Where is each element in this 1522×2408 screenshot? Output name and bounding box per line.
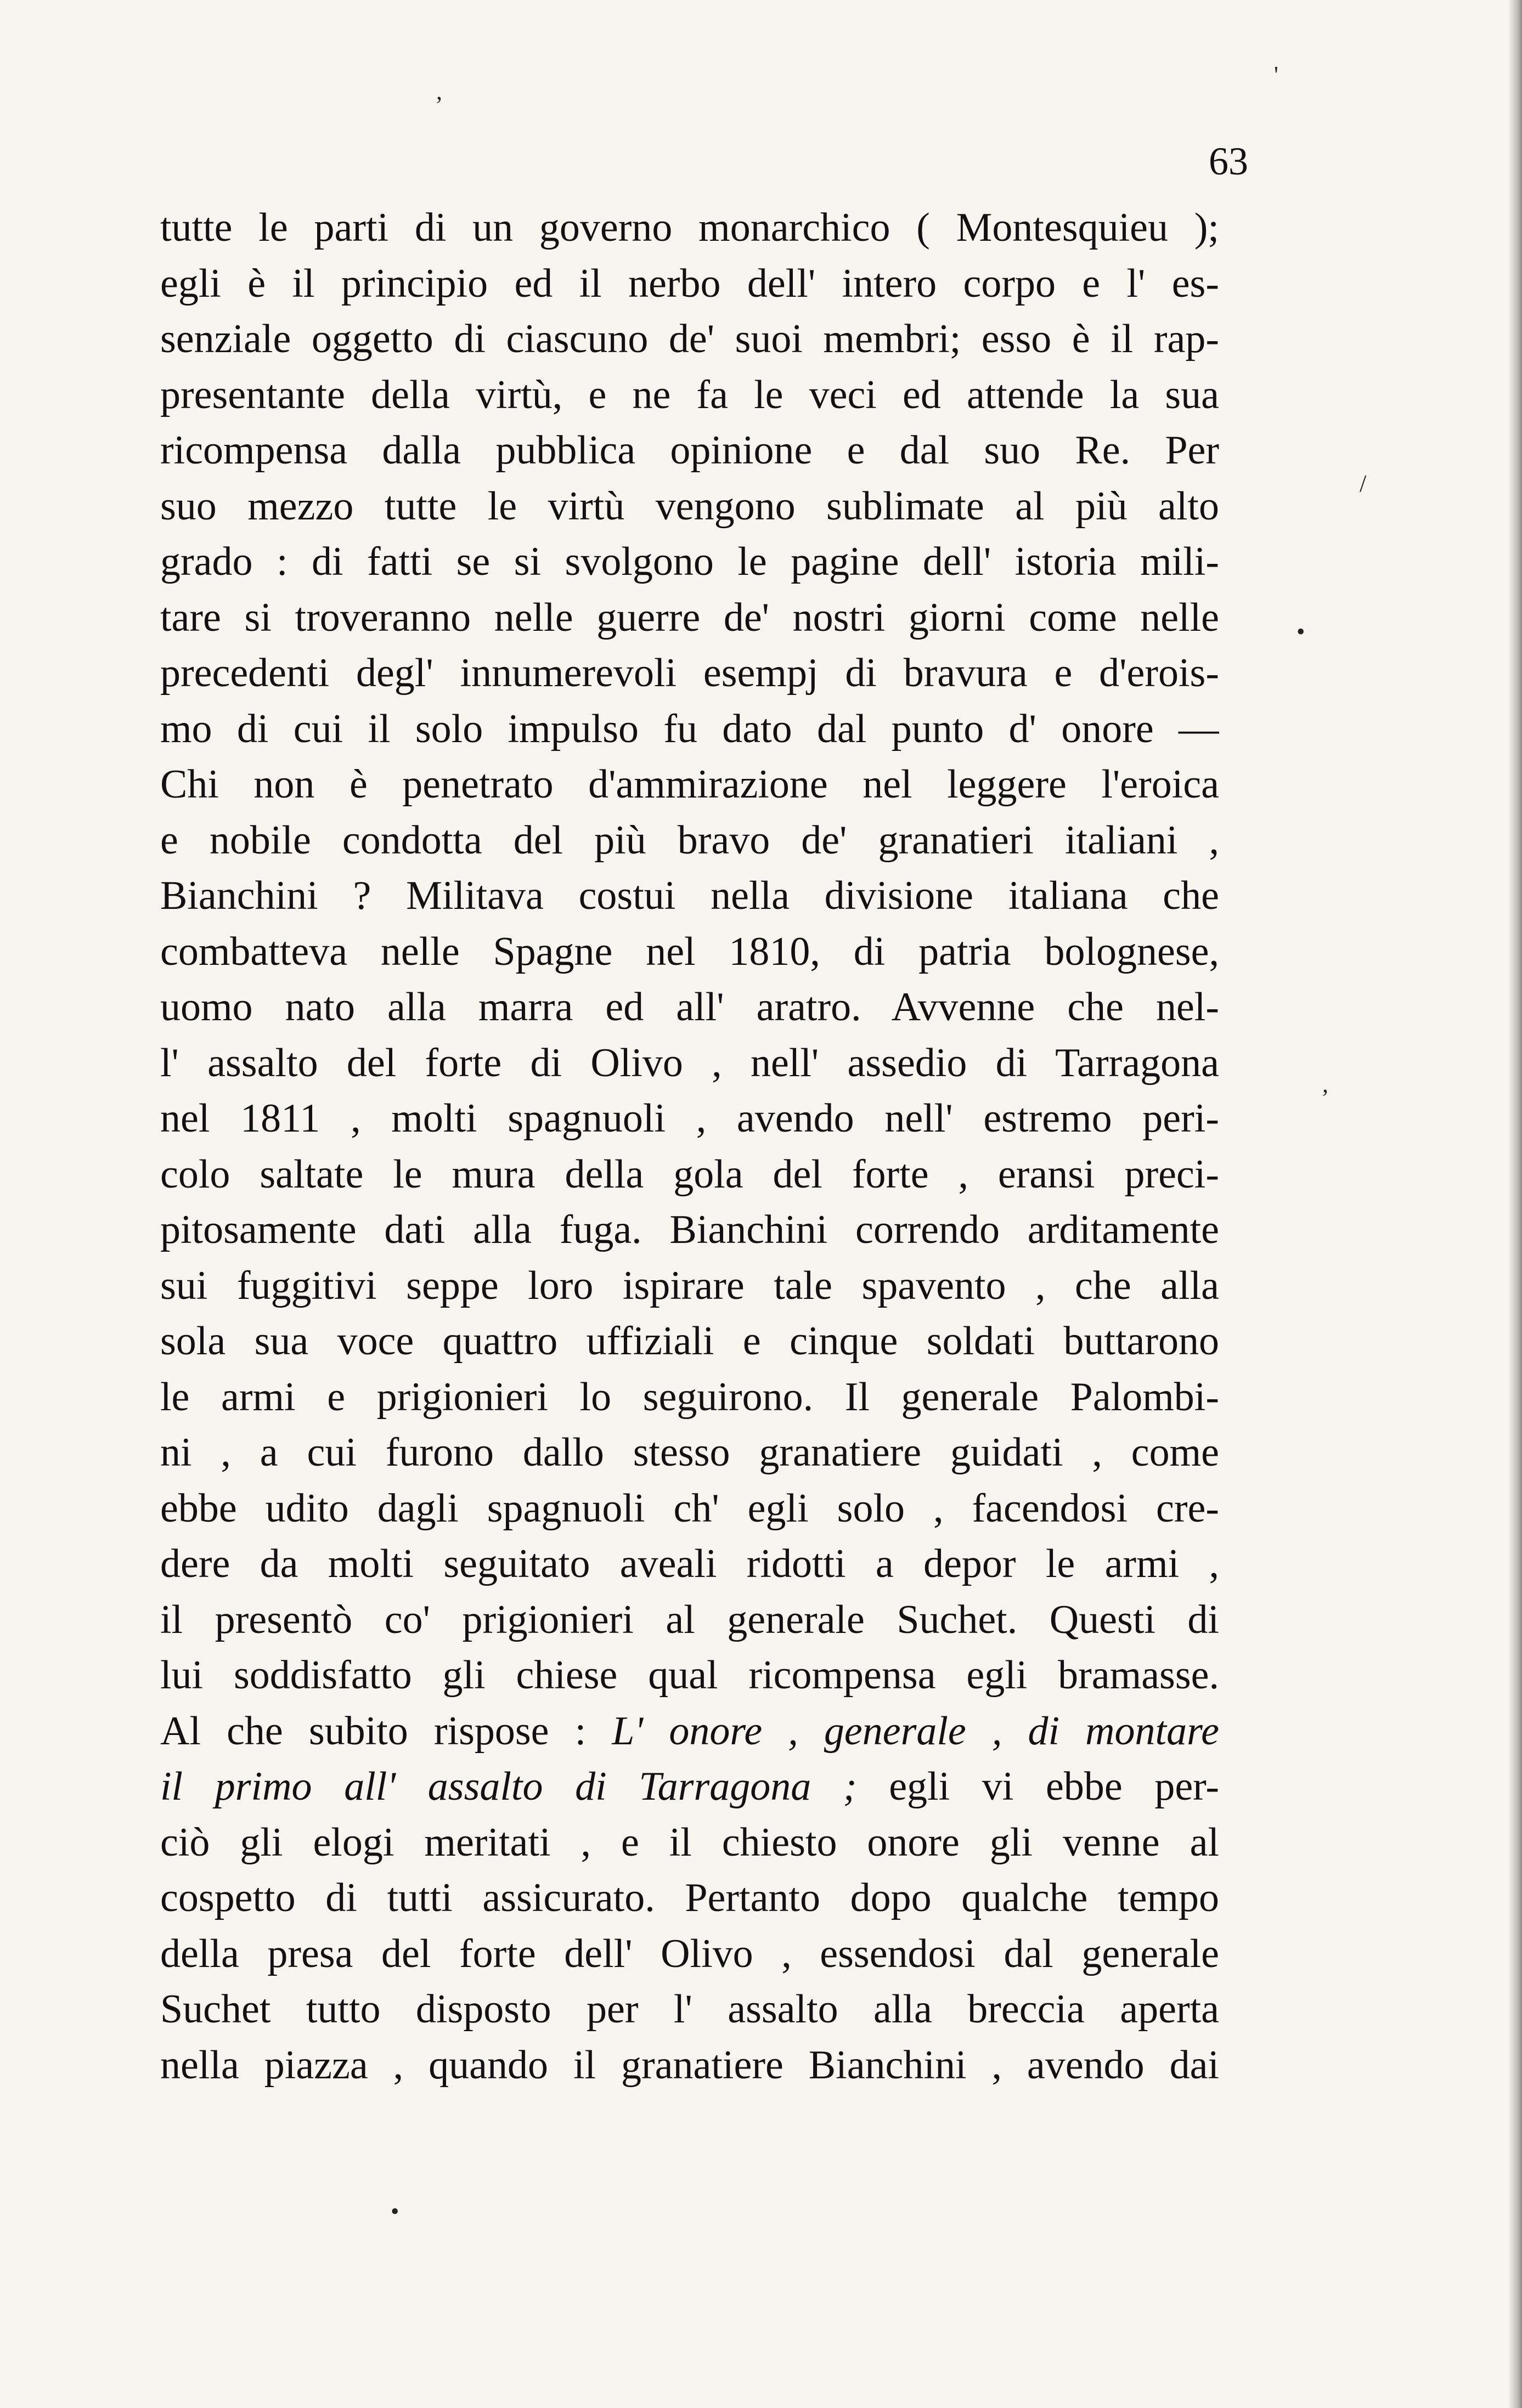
page-text-body — [160, 200, 1219, 2093]
text-line: ebbe udito dagli spagnuoli ch' egli solo , facendosi cre- — [160, 1485, 1219, 1531]
text-line: Chi non è penetrato d'ammirazione nel leggere l'eroica — [160, 762, 1219, 807]
text-line: precedenti degl' innumerevoli esempj di bravura e d'erois- — [160, 651, 1219, 696]
text-line: della presa del forte dell' Olivo , essendosi dal generale — [160, 1931, 1219, 1976]
ink-speck: • — [1296, 618, 1305, 645]
ink-speck: • — [391, 2198, 399, 2225]
text-line: mo di cui il solo impulso fu dato dal punto d' onore — — [160, 706, 1219, 751]
text-line: Suchet tutto disposto per l' assalto alla breccia aperta — [160, 1987, 1219, 2032]
text-line: ni , a cui furono dallo stesso granatiere guidati , come — [160, 1430, 1219, 1475]
text-line: combatteva nelle Spagne nel 1810, di patria bolognese, — [160, 929, 1219, 974]
ink-speck: , — [1322, 1071, 1328, 1098]
text-line: uomo nato alla marra ed all' aratro. Avvenne che nel- — [160, 985, 1219, 1030]
text-line: l' assalto del forte di Olivo , nell' assedio di Tarragona — [160, 1040, 1219, 1086]
text-line: nel 1811 , molti spagnuoli , avendo nell' estremo peri- — [160, 1096, 1219, 1141]
text-line: grado : di fatti se si svolgono le pagine dell' istoria mili- — [160, 539, 1219, 584]
text-line: Bianchini ? Militava costui nella divisione italiana che — [160, 873, 1219, 918]
text-line: ciò gli elogi meritati , e il chiesto onore gli venne al — [160, 1819, 1219, 1865]
page-edge-shadow — [1508, 0, 1522, 2408]
text-line: dere da molti seguitato aveali ridotti a depor le armi , — [160, 1541, 1219, 1586]
page-number: 63 — [1209, 139, 1248, 183]
text-line: Al che subito rispose : L' onore , generale , di montare — [160, 1708, 1219, 1754]
text-line: colo saltate le mura della gola del forte , eransi preci- — [160, 1151, 1219, 1197]
ink-speck: / — [1360, 470, 1367, 497]
text-line: sola sua voce quattro uffiziali e cinque soldati buttarono — [160, 1319, 1219, 1364]
text-line: il primo all' assalto di Tarragona ; egli vi ebbe per- — [160, 1764, 1219, 1809]
text-line: pitosamente dati alla fuga. Bianchini correndo arditamente — [160, 1207, 1219, 1252]
text-line: suo mezzo tutte le virtù vengono sublimate al più alto — [160, 483, 1219, 529]
text-line: e nobile condotta del più bravo de' granatieri italiani , — [160, 817, 1219, 863]
text-line: senziale oggetto di ciascuno de' suoi membri; esso è il rap- — [160, 316, 1219, 361]
text-line: sui fuggitivi seppe loro ispirare tale spavento , che alla — [160, 1263, 1219, 1308]
ink-speck: , — [436, 78, 442, 105]
text-line: cospetto di tutti assicurato. Pertanto dopo qualche tempo — [160, 1875, 1219, 1920]
text-line: il presentò co' prigionieri al generale Suchet. Questi di — [160, 1597, 1219, 1642]
text-line: presentante della virtù, e ne fa le veci ed attende la sua — [160, 372, 1219, 417]
text-line: lui soddisfatto gli chiese qual ricompensa egli bramasse. — [160, 1653, 1219, 1698]
text-line: egli è il principio ed il nerbo dell' intero corpo e l' es- — [160, 261, 1219, 306]
text-line: tutte le parti di un governo monarchico ( Montesquieu ); — [160, 205, 1219, 250]
text-line: ricompensa dalla pubblica opinione e dal suo Re. Per — [160, 428, 1219, 473]
text-line: nella piazza , quando il granatiere Bianchini , avendo dai — [160, 2042, 1219, 2088]
text-line: tare si troveranno nelle guerre de' nostri giorni come nelle — [160, 595, 1219, 640]
text-line: le armi e prigionieri lo seguirono. Il generale Palombi- — [160, 1374, 1219, 1420]
ink-speck: ' — [1274, 61, 1278, 88]
